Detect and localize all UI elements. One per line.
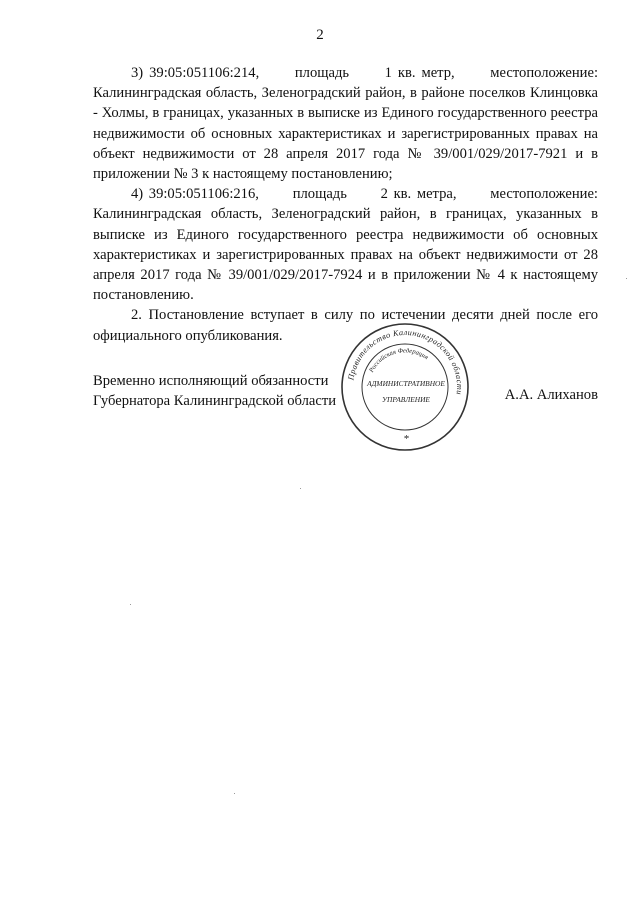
scan-speck — [234, 793, 235, 794]
seal-graphic — [340, 322, 470, 452]
list-item-4 — [93, 184, 598, 305]
signer-title-line2: Губернатора Калининградской области — [93, 393, 337, 410]
signer-name: А.А. Алиханов — [504, 387, 598, 403]
list-item-4-text: Калининградская область, Зеленоградский район, в границах, указанных в выписке из Единого государственного реестра недвижимости об основных характеристиках и зарегистрированных правах на объект недвижимости от 28 апреля 2017 года № 39/001/029/2017-7924 и в приложении № 4 к настоящему постановлению. — [93, 206, 598, 304]
seal-center-line1: АДМИНИСТРАТИВНОЕ — [367, 379, 445, 388]
document-body — [93, 63, 598, 346]
scan-speck — [130, 604, 131, 605]
page-number: 2 — [316, 27, 324, 43]
seal-center-line2: УПРАВЛЕНИЕ — [382, 395, 430, 404]
signer-title — [93, 371, 336, 411]
list-item-3-first-line: 3) 39:05:051106:214, площадь 1 кв. метр, местоположение: — [131, 65, 598, 81]
list-item-3-text: Калининградская область, Зеленоградский район, в районе поселков Клинцовка - Холмы, в границах, указанных в выписке из Единого государственного реестра недвижимости об основных характеристиках и зарегистрированных правах на объект недвижимости от 28 апреля 2017 года № 39/001/029/2017-7921 и в приложении № 3 к настоящему постановлению; — [93, 85, 598, 183]
list-item-3 — [93, 63, 598, 184]
seal-star-icon: * — [403, 433, 409, 445]
list-item-4-first-line: 4) 39:05:051106:216, площадь 2 кв. метра, местоположение: — [131, 186, 598, 203]
official-seal — [340, 322, 470, 452]
signer-title-line1: Временно исполняющий обязанности — [93, 373, 329, 389]
seal-top-text: Российская Федерация — [368, 347, 430, 374]
scan-speck — [300, 488, 301, 489]
scan-speck — [626, 278, 627, 279]
closing-paragraph: 2. Постановление вступает в силу по истечении десяти дней после его официального опубликования. — [93, 307, 598, 344]
seal-ring-text: Правительство Калининградской области — [346, 327, 465, 396]
